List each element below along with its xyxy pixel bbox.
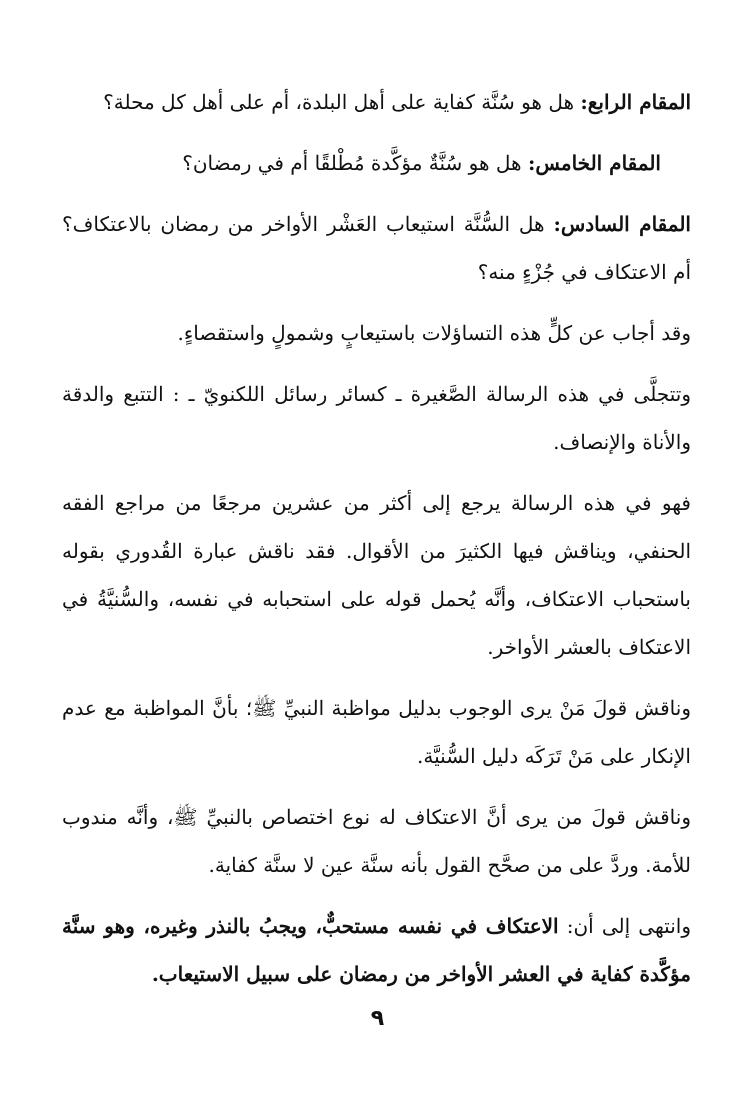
paragraph-qualities xyxy=(62,370,691,466)
paragraph-answer xyxy=(62,309,691,357)
paragraph-specificity xyxy=(62,793,691,889)
paragraph-maqam-4 xyxy=(62,78,691,126)
paragraph-maqam-5 xyxy=(62,139,691,187)
paragraph-text: وتتجلَّى في هذه الرسالة الصَّغيرة ـ كسائر رسائل اللكنويّ ـ : التتبع والدقة والأناة والإنصاف. xyxy=(62,382,691,454)
paragraph-text: فهو في هذه الرسالة يرجع إلى أكثر من عشرين مرجعًا من مراجع الفقه الحنفي، ويناقش فيها الكثيرَ من الأقوال. فقد ناقش عبارة القُدوري بقوله باستحباب الاعتكاف، وأنَّه يُحمل قوله على استحبابه في نفسه، والسُّنيَّةُ في الاعتكاف بالعشر الأواخر. xyxy=(62,491,691,659)
paragraph-text: وقد أجاب عن كلٍّ هذه التساؤلات باستيعابٍ وشمولٍ واستقصاءٍ. xyxy=(177,321,691,345)
paragraph-obligation xyxy=(62,684,691,780)
paragraph-text: وانتهى إلى أن: xyxy=(558,914,691,938)
paragraph-maqam-6 xyxy=(62,200,691,296)
paragraph-text: وناقش قولَ من يرى أنَّ الاعتكاف له نوع اختصاص بالنبيِّ ﷺ، وأنَّه مندوب للأمة. وردَّ على من صحَّح القول بأنه سنَّة عين لا سنَّة كفاية. xyxy=(62,805,691,877)
section-lead: المقام الخامس: xyxy=(527,151,661,175)
page-number: ٩ xyxy=(370,1006,385,1031)
section-lead: المقام السادس: xyxy=(553,212,691,236)
paragraph-references xyxy=(62,479,691,671)
conclusion-bold-text: الاعتكاف في نفسه مستحبٌّ، ويجبُ بالنذر وغيره، وهو سنَّة مؤكَّدة كفاية في العشر الأواخر من رمضان على سبيل الاستيعاب. xyxy=(62,914,691,986)
paragraph-conclusion xyxy=(62,902,691,998)
paragraph-text: هل هو سُنَّة كفاية على أهل البلدة، أم على أهل كل محلة؟ xyxy=(103,90,581,114)
paragraph-text: وناقش قولَ مَنْ يرى الوجوب بدليل مواظبة النبيِّ ﷺ؛ بأنَّ المواظبة مع عدم الإنكار على مَنْ تَرَكَه دليل السُّنيَّة. xyxy=(62,696,691,768)
section-lead: المقام الرابع: xyxy=(580,90,691,114)
paragraph-text: هل السُّنَّة استيعاب العَشْر الأواخر من رمضان بالاعتكاف؟ أم الاعتكاف في جُزْءٍ منه؟ xyxy=(62,212,691,284)
paragraph-text: هل هو سُنَّةٌ مؤكَّدة مُطْلقًا أم في رمضان؟ xyxy=(182,151,528,175)
